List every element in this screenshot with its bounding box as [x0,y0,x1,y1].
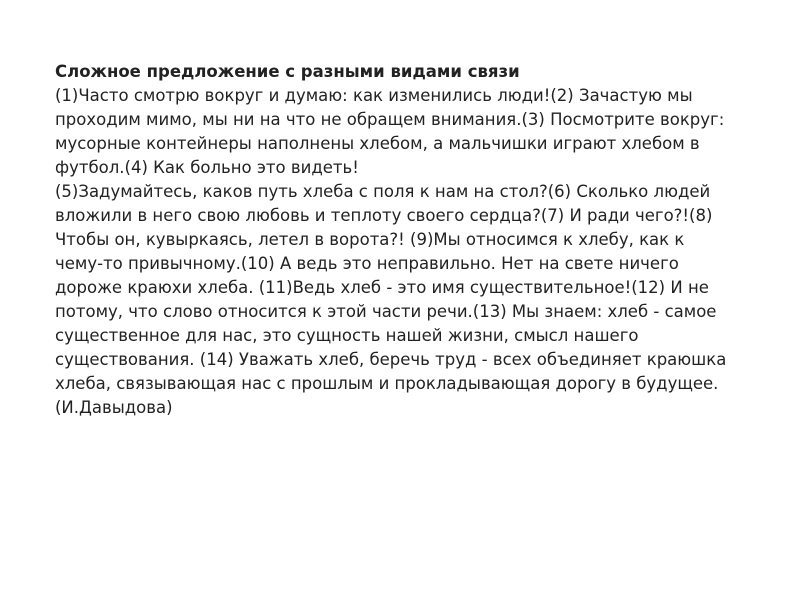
text-line-4: футбол.(4) Как больно это видеть! [55,158,359,177]
slide-heading: Сложное предложение с разными видами связи [55,62,520,81]
text-line-6: вложили в него свою любовь и теплоту своего сердца?(7) И ради чего?!(8) [55,206,713,225]
text-line-3: мусорные контейнеры наполнены хлебом, а мальчишки играют хлебом в [55,134,700,153]
text-line-8: чему-то привычному.(10) А ведь это неправильно. Нет на свете ничего [55,254,679,273]
text-line-1: (1)Часто смотрю вокруг и думаю: как изменились люди!(2) Зачастую мы [55,86,693,105]
author-line: (И.Давыдова) [55,398,173,417]
text-block [55,60,770,420]
text-line-5: (5)Задумайтесь, каков путь хлеба с поля к нам на стол?(6) Сколько людей [55,182,711,201]
text-line-12: существования. (14) Уважать хлеб, беречь труд - всех объединяет краюшка [55,350,727,369]
text-line-9: дороже краюхи хлеба. (11)Ведь хлеб - это имя существительное!(12) И не [55,278,709,297]
text-line-7: Чтобы он, кувыркаясь, летел в ворота?! (9)Мы относимся к хлебу, как к [55,230,685,249]
text-line-10: потому, что слово относится к этой части речи.(13) Мы знаем: хлеб - самое [55,302,717,321]
text-line-13: хлеба, связывающая нас с прошлым и прокладывающая дорогу в будущее. [55,374,719,393]
text-line-11: существенное для нас, это сущность нашей жизни, смысл нашего [55,326,639,345]
text-line-2: проходим мимо, мы ни на что не обращем внимания.(3) Посмотрите вокруг: [55,110,725,129]
